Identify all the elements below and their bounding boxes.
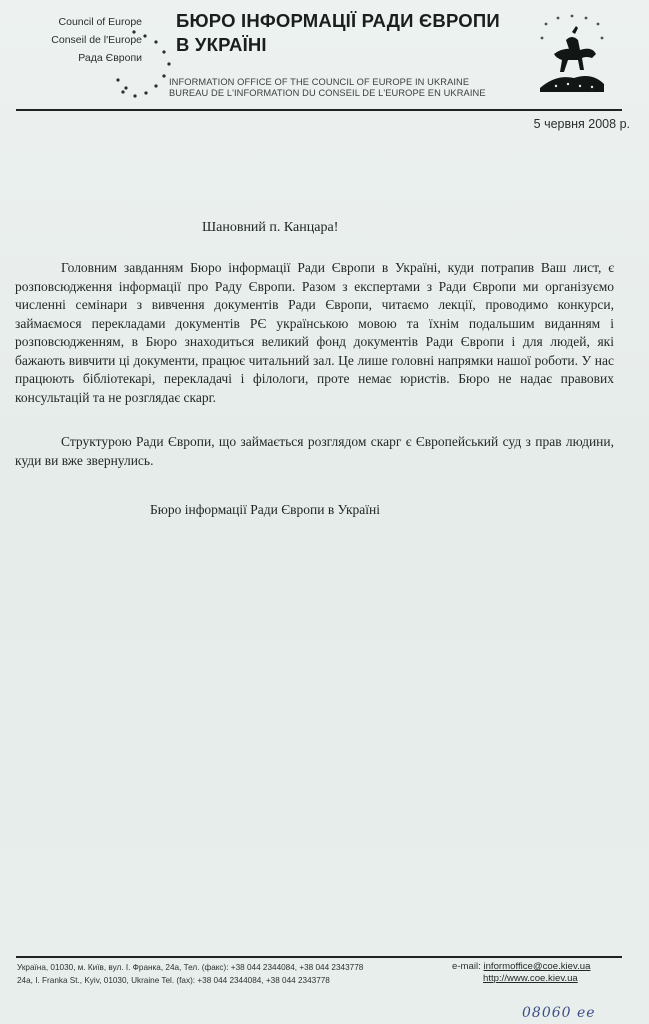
paragraph-main: Головним завданням Бюро інформації Ради Європи в Україні, куди потрапив Ваш лист, є розповсюдження інформації про Раду Європи. Разом з експертами з Ради Європи ми організуємо численні семінари з вивчення документів Ради Європи, читаємо лекції, проводимо конкурси, займаємося перекладами документів РЄ українською мовою та їхнім подальшим виданням і розповсюдженням, в Бюро знаходиться великий фонд документів Ради Європи і для людей, які бажають вивчити ці документи, працює читальний зал. Це лише головні напрямки нашої роботи. У нас працюють бібліотекарі, перекладачі і філологи, проте немає юристів. Бюро не надає правових консультацій та не розглядає скарг. [15,260,614,405]
letter-date: 5 червня 2008 р. [533,117,630,131]
bureau-title-line-1: БЮРО ІНФОРМАЦІЇ РАДИ ЄВРОПИ [176,10,500,31]
stars-arc-icon [108,22,178,106]
footer-address-ua: Україна, 01030, м. Київ, вул. І. Франка, 24а, Тел. (факс): +38 044 2344084, +38 044 2343778 [17,963,364,972]
org-name-fr: Conseil de l'Europe [51,34,142,46]
handwritten-note: 08060 ee [522,1005,596,1021]
footer-address-en: 24a, I. Franka St., Kyiv, 01030, Ukraine Tel. (fax): +38 044 2344084, +38 044 2343778 [17,976,330,985]
office-name-lines [169,77,486,99]
paragraph-complaints: Структурою Ради Європи, що займається розглядом скарг є Європейський суд з прав людини, куди ви вже звернулись. [15,434,614,468]
bureau-title-line-2: В УКРАЇНІ [176,34,267,55]
salutation: Шановний п. Канцара! [202,220,339,235]
office-name-fr: BUREAU DE L'INFORMATION DU CONSEIL DE L'EUROPE EN UKRAINE [169,88,486,98]
office-name-en: INFORMATION OFFICE OF THE COUNCIL OF EUROPE IN UKRAINE [169,77,470,87]
bureau-title [176,9,500,57]
footer-divider [16,956,622,958]
signature: Бюро інформації Ради Європи в Україні [150,502,381,517]
footer-contacts [452,961,590,984]
email-row [452,961,590,973]
horseman-emblem-icon [536,10,608,100]
email-label: e-mail: [452,961,481,972]
footer-address [17,961,363,987]
org-name-ua: Рада Європи [78,52,142,64]
header-divider [16,109,622,111]
email-link[interactable]: informoffice@coe.kiev.ua [483,961,591,972]
website-link[interactable]: http://www.coe.kiev.ua [483,972,578,984]
org-name-en: Council of Europe [58,16,142,28]
website-row [452,973,590,985]
